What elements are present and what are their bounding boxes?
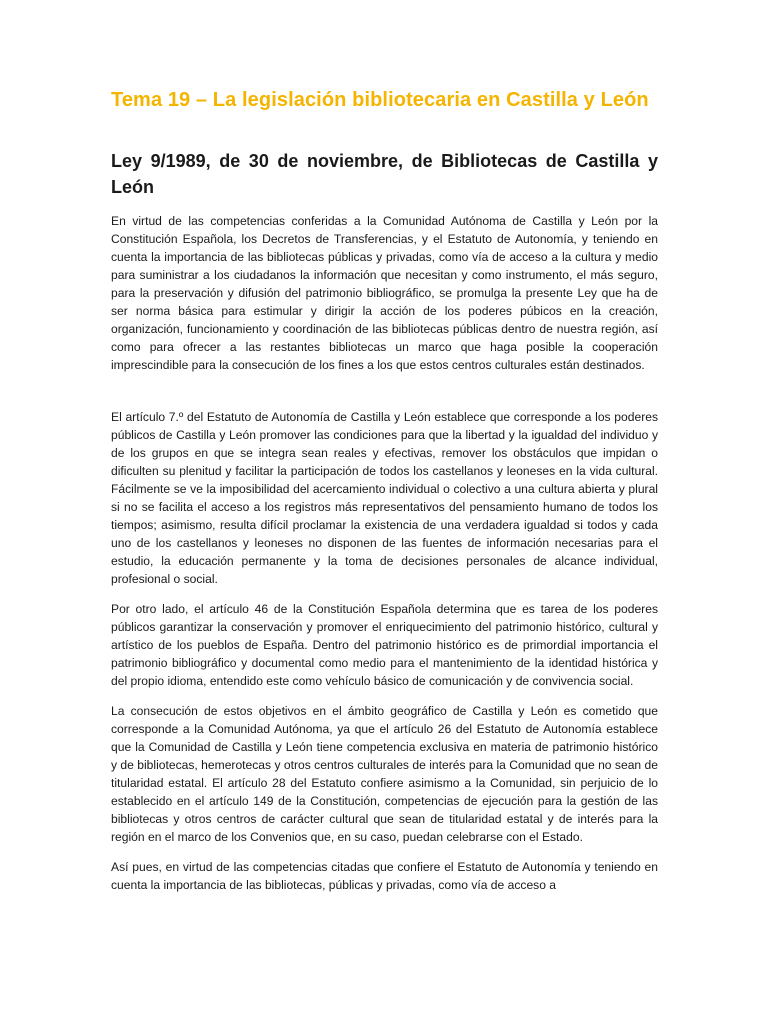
paragraph-2: El artículo 7.º del Estatuto de Autonomía de Castilla y León establece que corresponde a los poderes públicos de Castilla y León promover las condiciones para que la libertad y la igualdad del individuo y de los grupos en que se integra sean reales y efectivas, remover los obstáculos que impidan o dificulten su plenitud y facilitar la participación de todos los castellanos y leoneses en la vida cultural. Fácilmente se ve la imposibilidad del acercamiento individual o colectivo a una cultura abierta y plural si no se facilita el acceso a los registros más representativos del pensamiento humano de todos los tiempos; asimismo, resulta difícil proclamar la existencia de una verdadera igualdad si todos y cada uno de los castellanos y leoneses no disponen de las fuentes de información necesarias para el estudio, la educación permanente y la toma de decisiones personales de alcance individual, profesional o social. — [111, 410, 658, 586]
paragraph-3: Por otro lado, el artículo 46 de la Constitución Española determina que es tarea de los poderes públicos garantizar la conservación y promover el enriquecimiento del patrimonio histórico, cultural y artístico de los pueblos de España. Dentro del patrimonio histórico es de primordial importancia el patrimonio bibliográfico y documental como medio para el mantenimiento de la identidad histórica y del propio idioma, entendido este como vehículo básico de comunicación y de convivencia social. — [111, 602, 658, 688]
paragraph-1: En virtud de las competencias conferidas a la Comunidad Autónoma de Castilla y León por la Constitución Española, los Decretos de Transferencias, y el Estatuto de Autonomía, y teniendo en cuenta la importancia de las bibliotecas públicas y privadas, como vía de acceso a la cultura y medio para suministrar a los ciudadanos la información que necesitan y como instrumento, el más seguro, para la preservación y difusión del patrimonio bibliográfico, se promulga la presente Ley que ha de ser norma básica para estimular y dirigir la acción de los poderes púbicos en la creación, organización, funcionamiento y coordinación de las bibliotecas públicas dentro de nuestra región, así como para ofrecer a las restantes bibliotecas un marco que haga posible la cooperación imprescindible para la consecución de los fines a los que estos centros culturales están destinados. — [111, 214, 658, 372]
paragraph-5: Así pues, en virtud de las competencias citadas que confiere el Estatuto de Autonomía y teniendo en cuenta la importancia de las bibliotecas, públicas y privadas, como vía de acceso a — [111, 860, 658, 892]
document-title: Tema 19 – La legislación bibliotecaria en Castilla y León — [111, 89, 649, 111]
paragraph-4: La consecución de estos objetivos en el ámbito geográfico de Castilla y León es cometido que corresponde a la Comunidad Autónoma, ya que el artículo 26 del Estatuto de Autonomía establece que la Comunidad de Castilla y León tiene competencia exclusiva en materia de patrimonio histórico y de bibliotecas, hemerotecas y otros centros culturales de interés para la Comunidad que no sean de titularidad estatal. El artículo 28 del Estatuto confiere asimismo a la Comunidad, sin perjuicio de lo establecido en el artículo 149 de la Constitución, competencias de ejecución para la gestión de las bibliotecas y otros centros de carácter cultural que sean de titularidad estatal y de interés para la región en el marco de los Convenios que, en su caso, puedan celebrarse con el Estado. — [111, 704, 658, 844]
section-title: Ley 9/1989, de 30 de noviembre, de Bibliotecas de Castilla y León — [111, 151, 658, 197]
